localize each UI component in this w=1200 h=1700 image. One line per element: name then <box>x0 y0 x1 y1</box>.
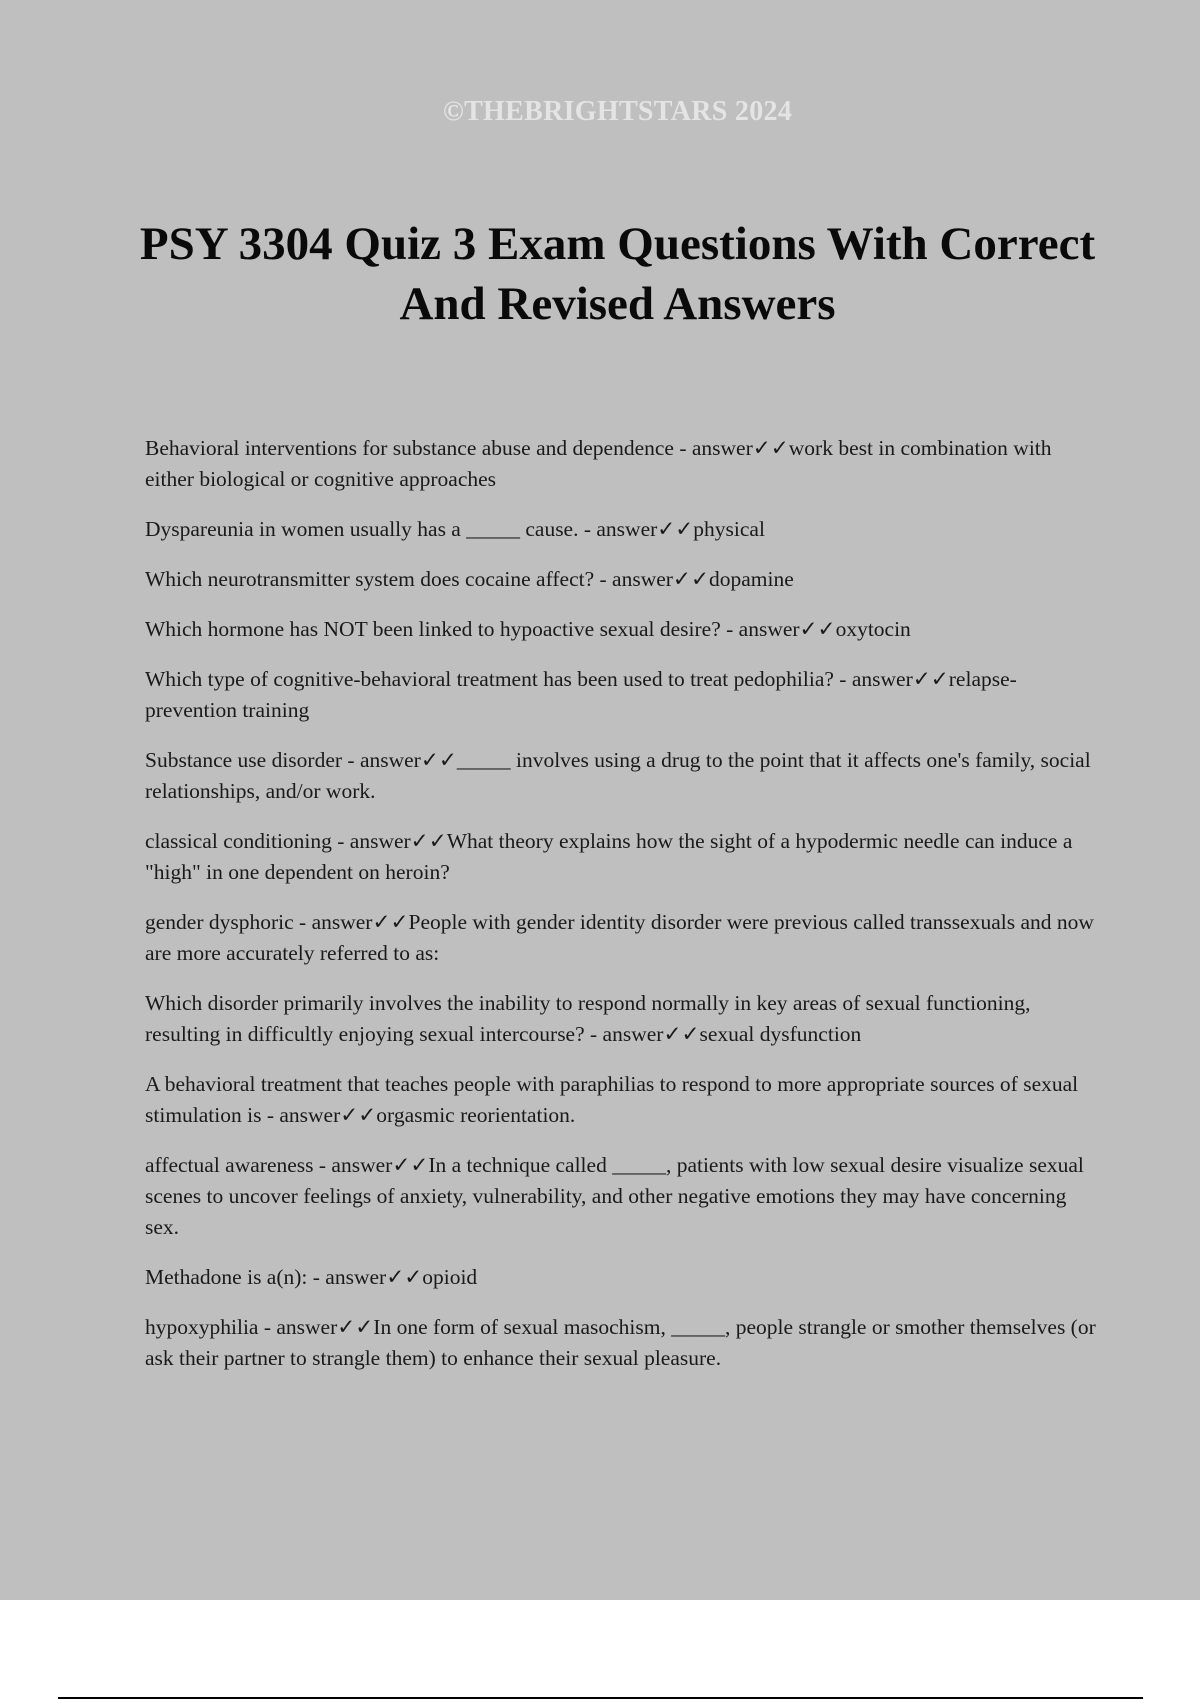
list-item: classical conditioning - answer✓✓What theory explains how the sight of a hypodermic needle can induce a "high" in one dependent on heroin? <box>145 829 1073 884</box>
question-answer-list <box>145 433 1100 1393</box>
list-item: Dyspareunia in women usually has a _____ cause. - answer✓✓physical <box>145 517 765 541</box>
list-item: Which type of cognitive-behavioral treatment has been used to treat pedophilia? - answer✓✓relapse-prevention training <box>145 667 1017 722</box>
list-item: Which hormone has NOT been linked to hypoactive sexual desire? - answer✓✓oxytocin <box>145 617 911 641</box>
list-item: A behavioral treatment that teaches people with paraphilias to respond to more appropriate sources of sexual stimulation is - answer✓✓orgasmic reorientation. <box>145 1072 1079 1127</box>
list-item: hypoxyphilia - answer✓✓In one form of sexual masochism, _____, people strangle or smother themselves (or ask their partner to strangle them) to enhance their sexual pleasure. <box>145 1315 1096 1370</box>
footer-divider <box>58 1697 1143 1699</box>
document-title: PSY 3304 Quiz 3 Exam Questions With Correct And Revised Answers <box>139 218 1096 330</box>
list-item: Which neurotransmitter system does cocaine affect? - answer✓✓dopamine <box>145 567 794 591</box>
watermark: ©THEBRIGHTSTARS 2024 <box>442 96 793 127</box>
list-item: Methadone is a(n): - answer✓✓opioid <box>145 1265 478 1289</box>
list-item: gender dysphoric - answer✓✓People with gender identity disorder were previous called transsexuals and now are more accurately referred to as: <box>145 910 1094 965</box>
list-item: Behavioral interventions for substance abuse and dependence - answer✓✓work best in combination with either biological or cognitive approaches <box>145 436 1052 491</box>
list-item: Which disorder primarily involves the inability to respond normally in key areas of sexual functioning, resulting in difficultly enjoying sexual intercourse? - answer✓✓sexual dysfunction <box>145 991 1031 1046</box>
list-item: affectual awareness - answer✓✓In a technique called _____, patients with low sexual desire visualize sexual scenes to uncover feelings of anxiety, vulnerability, and other negative emotions they may have concerning sex. <box>145 1153 1084 1239</box>
list-item: Substance use disorder - answer✓✓_____ involves using a drug to the point that it affects one's family, social relationships, and/or work. <box>145 748 1091 803</box>
